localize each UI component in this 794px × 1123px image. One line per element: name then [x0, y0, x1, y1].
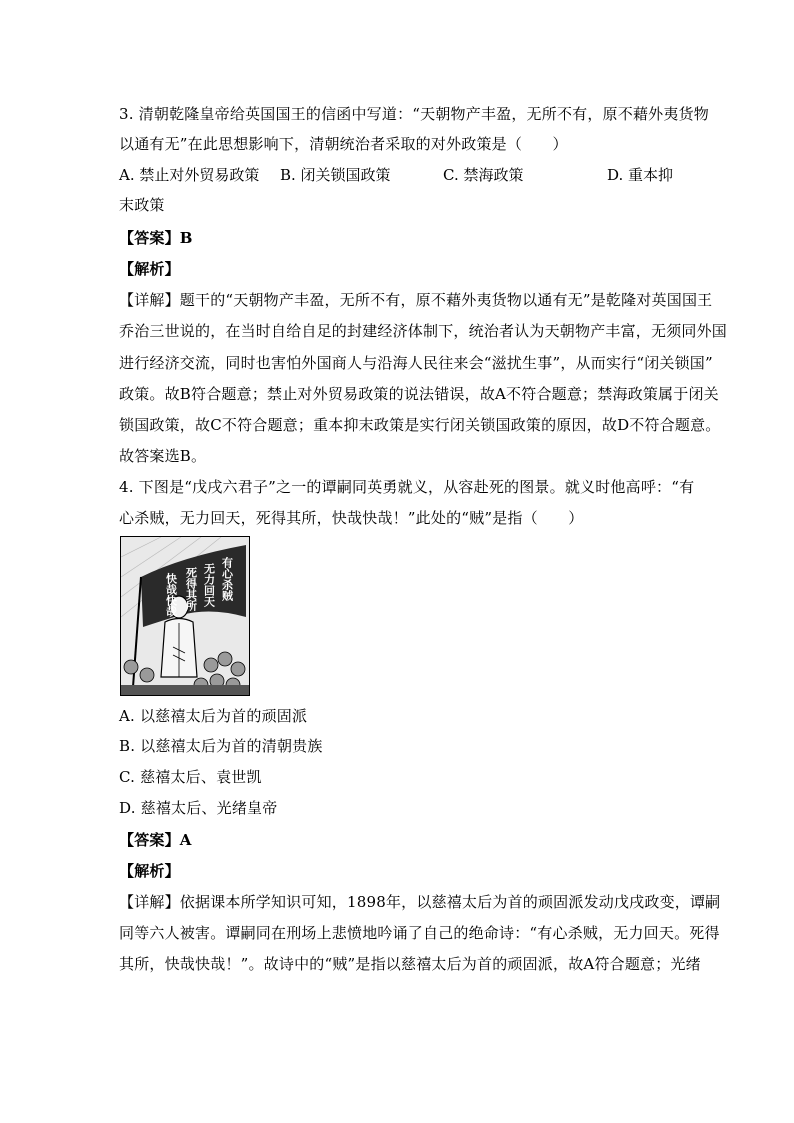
q4-option-b: B. 以慈禧太后为首的清朝贵族 — [119, 737, 323, 755]
q4-option-c: C. 慈禧太后、袁世凯 — [119, 768, 262, 786]
q3-option-a: A. 禁止对外贸易政策 — [119, 166, 260, 184]
q3-answer: 【答案】B — [119, 229, 193, 247]
q4-option-d: D. 慈禧太后、光绪皇帝 — [119, 799, 278, 817]
q3-option-b: B. 闭关锁国政策 — [280, 166, 391, 184]
tan-sitong-execution-illustration — [120, 536, 250, 696]
banner-text-1: 有心杀贼 — [220, 557, 234, 601]
q3-option-d: D. 重本抑 — [607, 166, 674, 184]
q3-detail-line-5: 锁国政策，故C不符合题意；重本抑末政策是实行闭关锁国政策的原因，故D不符合题意。 — [119, 416, 721, 434]
q3-option-d-continued: 末政策 — [119, 196, 165, 214]
q4-option-a: A. 以慈禧太后为首的顽固派 — [119, 707, 308, 725]
q3-detail-line-4: 政策。故B符合题意；禁止对外贸易政策的说法错误，故A不符合题意；禁海政策属于闭关 — [119, 385, 719, 403]
q4-stem-line-2: 心杀贼，无力回天，死得其所，快哉快哉！”此处的“贼”是指（ ） — [119, 509, 584, 527]
banner-text-3: 死得其所 — [184, 567, 198, 611]
q4-detail-line-3: 其所，快哉快哉！”。故诗中的“贼”是指以慈禧太后为首的顽固派，故A符合题意；光绪 — [119, 955, 701, 973]
q3-detail-line-1: 【详解】题干的“天朝物产丰盈，无所不有，原不藉外夷货物以通有无”是乾隆对英国国王 — [119, 291, 713, 309]
q4-stem-line-1: 4. 下图是“戊戌六君子”之一的谭嗣同英勇就义，从容赴死的图景。就义时他高呼：“有 — [119, 478, 695, 496]
q4-analysis-label: 【解析】 — [119, 862, 180, 880]
q3-analysis-label: 【解析】 — [119, 260, 180, 278]
q3-stem-line-1: 3. 清朝乾隆皇帝给英国国王的信函中写道：“天朝物产丰盈，无所不有，原不藉外夷货物 — [119, 105, 709, 123]
banner-text-4: 快哉快哉 — [164, 573, 178, 617]
q3-stem-line-2: 以通有无”在此思想影响下，清朝统治者采取的对外政策是（ ） — [119, 135, 568, 153]
banner-text-2: 无力回天 — [202, 563, 216, 607]
q4-detail-line-1: 【详解】依据课本所学知识可知，1898年，以慈禧太后为首的顽固派发动戊戌政变，谭嗣 — [119, 893, 721, 911]
q3-option-c: C. 禁海政策 — [443, 166, 524, 184]
q3-detail-line-2: 乔治三世说的，在当时自给自足的封建经济体制下，统治者认为天朝物产丰富，无须同外国 — [119, 322, 728, 340]
q3-detail-line-6: 故答案选B。 — [119, 447, 207, 465]
q4-detail-line-2: 同等六人被害。谭嗣同在刑场上悲愤地吟诵了自己的绝命诗：“有心杀贼，无力回天。死得 — [119, 924, 720, 942]
q4-answer: 【答案】A — [119, 831, 192, 849]
q3-detail-line-3: 进行经济交流，同时也害怕外国商人与沿海人民往来会“滋扰生事”，从而实行“闭关锁国” — [119, 354, 713, 372]
